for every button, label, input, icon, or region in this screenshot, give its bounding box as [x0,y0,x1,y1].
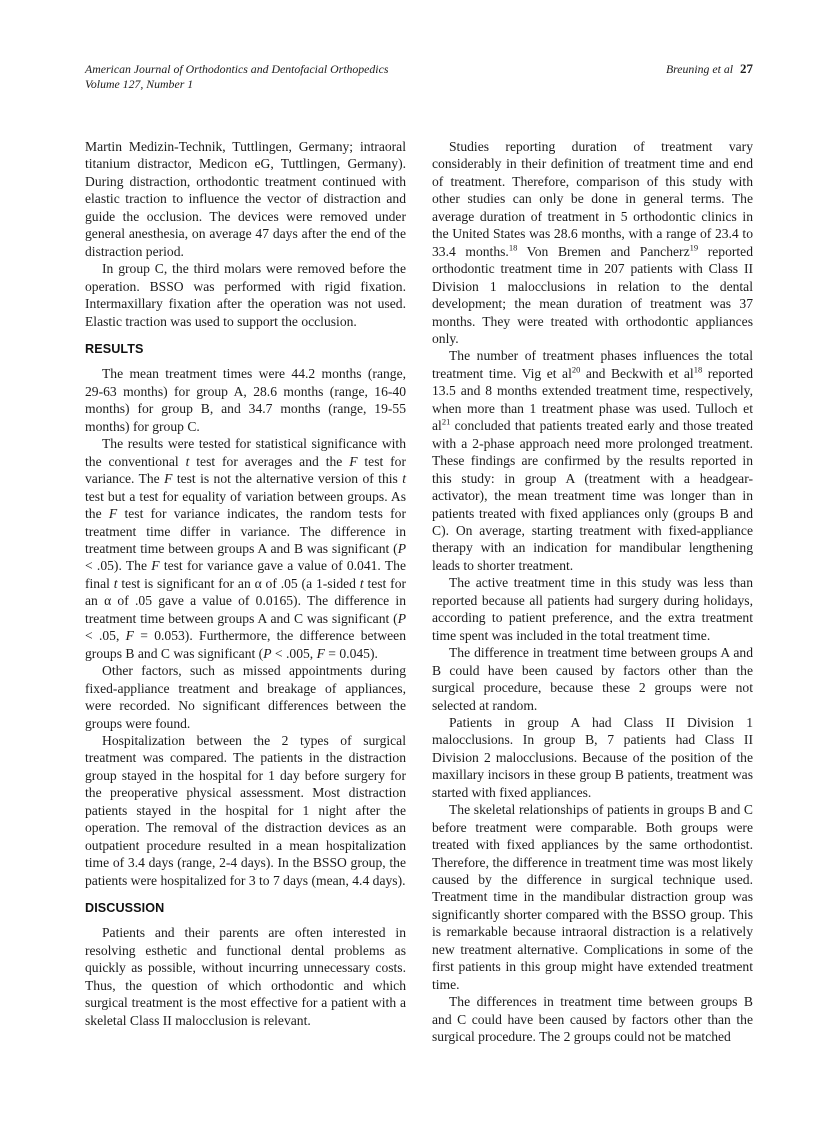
right-column [432,138,753,1046]
paragraph: Studies reporting duration of treatment vary considerably in their definition of treatment time and end of treatment. Therefore, comparison of this study with other studies can only be done in general terms. The average duration of treatment in 5 orthodontic clinics in the United States was 28.6 months, with a range of 23.4 to 33.4 months.$^{18}$ Von Bremen and Pancherz$^{19}$ reported orthodontic treatment time in 207 patients with Class II Division 1 malocclusions in relation to the dental development; the mean duration of treatment was 37 months. They were treated with orthodontic appliances only. [432,139,754,346]
paragraph: Patients in group A had Class II Division 1 malocclusions. In group B, 7 patients had Class II Division 2 malocclusions. Because of the position of the maxillary incisors in these group B patients, treatment was started with fixed appliances. [432,714,753,800]
paragraph: In group C, the third molars were removed before the operation. BSSO was performed with rigid fixation. Intermaxillary fixation after the operation was not used. Elastic traction was used to support the occlusion. [85,261,406,329]
stat-symbol: t [113,575,118,591]
stat-symbol: P [263,645,272,661]
stat-symbol: F [125,628,134,644]
left-column [85,138,406,1046]
paragraph: The skeletal relationships of patients in groups B and C before treatment were comparable. Both groups were treated with fixed appliances by the same orthodontist. Therefore, the difference in treatment time was most likely caused by the difference in surgical technique used. Treatment time in the mandibular distraction group was significantly shorter compared with the BSSO group. This is remarkable because intraoral distraction is a relatively new treatment alternative. Complications in some of the first patients in this group might have extended treatment time. [432,802,753,992]
article-body [85,138,753,1046]
stat-symbol: F [316,645,325,661]
journal-info [85,62,388,91]
paragraph: Other factors, such as missed appointments during fixed-appliance treatment and breakage of appliances, were recorded. No significant differences between the groups were found. [85,663,406,731]
paragraph: The results were tested for statistical significance with the conventional t test for averages and the F test for variance. The F test is not the alternative version of this t test but a test for equality of variation between groups. As the F test for variance indicates, the random tests for treatment time differ in variance. The difference in treatment time between groups A and B was significant (P < .05). The F test for variance gave a value of 0.041. The final t test is significant for an α of .05 (a 1-sided t test for an α of .05 gave a value of 0.0165). The difference in treatment time between groups A and C was significant (P < .05, F = 0.053). Furthermore, the difference between groups B and C was significant (P < .005, F = 0.045). [85,436,407,661]
paragraph: The mean treatment times were 44.2 months (range, 29-63 months) for group A, 28.6 months (range, 16-40 months) for group B, and 34.7 months (range, 19-55 months) for group C. [85,366,406,434]
page-number: 27 [740,61,753,76]
paragraph: The difference in treatment time between groups A and B could have been caused by factors other than the surgical procedure, because these 2 groups were not selected at random. [432,645,753,713]
citation-ref: 19 [689,242,699,253]
section-heading: RESULTS [85,341,144,356]
running-authors-block [666,62,753,77]
paragraph: The differences in treatment time between groups B and C could have been caused by factors other than the surgical procedure. The 2 groups could not be matched [432,994,753,1045]
citation-ref: 18 [693,364,703,375]
stat-symbol: F [164,471,173,487]
journal-name: American Journal of Orthodontics and Dentofacial Orthopedics [85,62,389,76]
citation-ref: 20 [571,364,581,375]
stat-symbol: P [397,540,406,556]
paragraph: The number of treatment phases influences the total treatment time. Vig et $al^{20}$ and Beckwith et $al^{18}$ reported 13.5 and 8 months extended treatment time, respectively, when more than 1 treatment phase was used. Tulloch et $al^{21}$ concluded that patients treated early and those treated with a 2-phase approach need more prolonged treatment. These findings are confirmed by the results reported in this study: in group A (treatment with a headgear-activator), the mean treatment time was longer than in patients treated with fixed appliances only (groups B and C). On average, starting treatment with fixed-appliance therapy with an indication for mandibular lengthening leads to shorter treatment. [432,348,753,573]
stat-symbol: t [359,575,364,591]
section-heading: DISCUSSION [85,901,165,916]
stat-symbol: F [349,453,358,469]
citation-ref: 21 [441,416,451,427]
stat-symbol: t [185,453,190,469]
running-head [85,62,753,91]
paragraph: Patients and their parents are often interested in resolving esthetic and functional dental problems as quickly as possible, without incurring unnecessary costs. Thus, the question of which orthodontic and which surgical treatment is the most effective for a patient with a skeletal Class II malocclusion is relevant. [85,925,406,1028]
paragraph: Hospitalization between the 2 types of surgical treatment was compared. The patients in the distraction group stayed in the hospital for 1 day before surgery for the preoperative physical assessment. Most distraction patients stayed in the hospital for 1 night after the operation. The removal of the distraction devices as an outpatient procedure resulted in a mean hospitalization time of 3.4 days (range, 2-4 days). In the BSSO group, the patients were hospitalized for 3 to 7 days (mean, 4.4 days). [85,732,406,888]
volume-line: Volume 127, Number 1 [85,76,194,91]
stat-symbol: F [151,558,160,574]
paragraph: Martin Medizin-Technik, Tuttlingen, Germany; intraoral titanium distractor, Medicon eG, Tuttlingen, Germany). During distraction, orthodontic treatment continued with elastic traction to influence the vector of distraction and guide the occlusion. The devices were removed under general anesthesia, on average 47 days after the end of the distraction period. [85,139,406,259]
citation-ref: 18 [508,242,518,253]
stat-symbol: t [402,471,406,487]
running-authors: Breuning et al [665,62,733,76]
stat-symbol: F [108,506,118,522]
stat-symbol: P [397,610,406,626]
paragraph: The active treatment time in this study was less than reported because all patients had surgery during holidays, according to patient preference, and the extra treatment time spent was included in the total treatment time. [432,575,753,643]
